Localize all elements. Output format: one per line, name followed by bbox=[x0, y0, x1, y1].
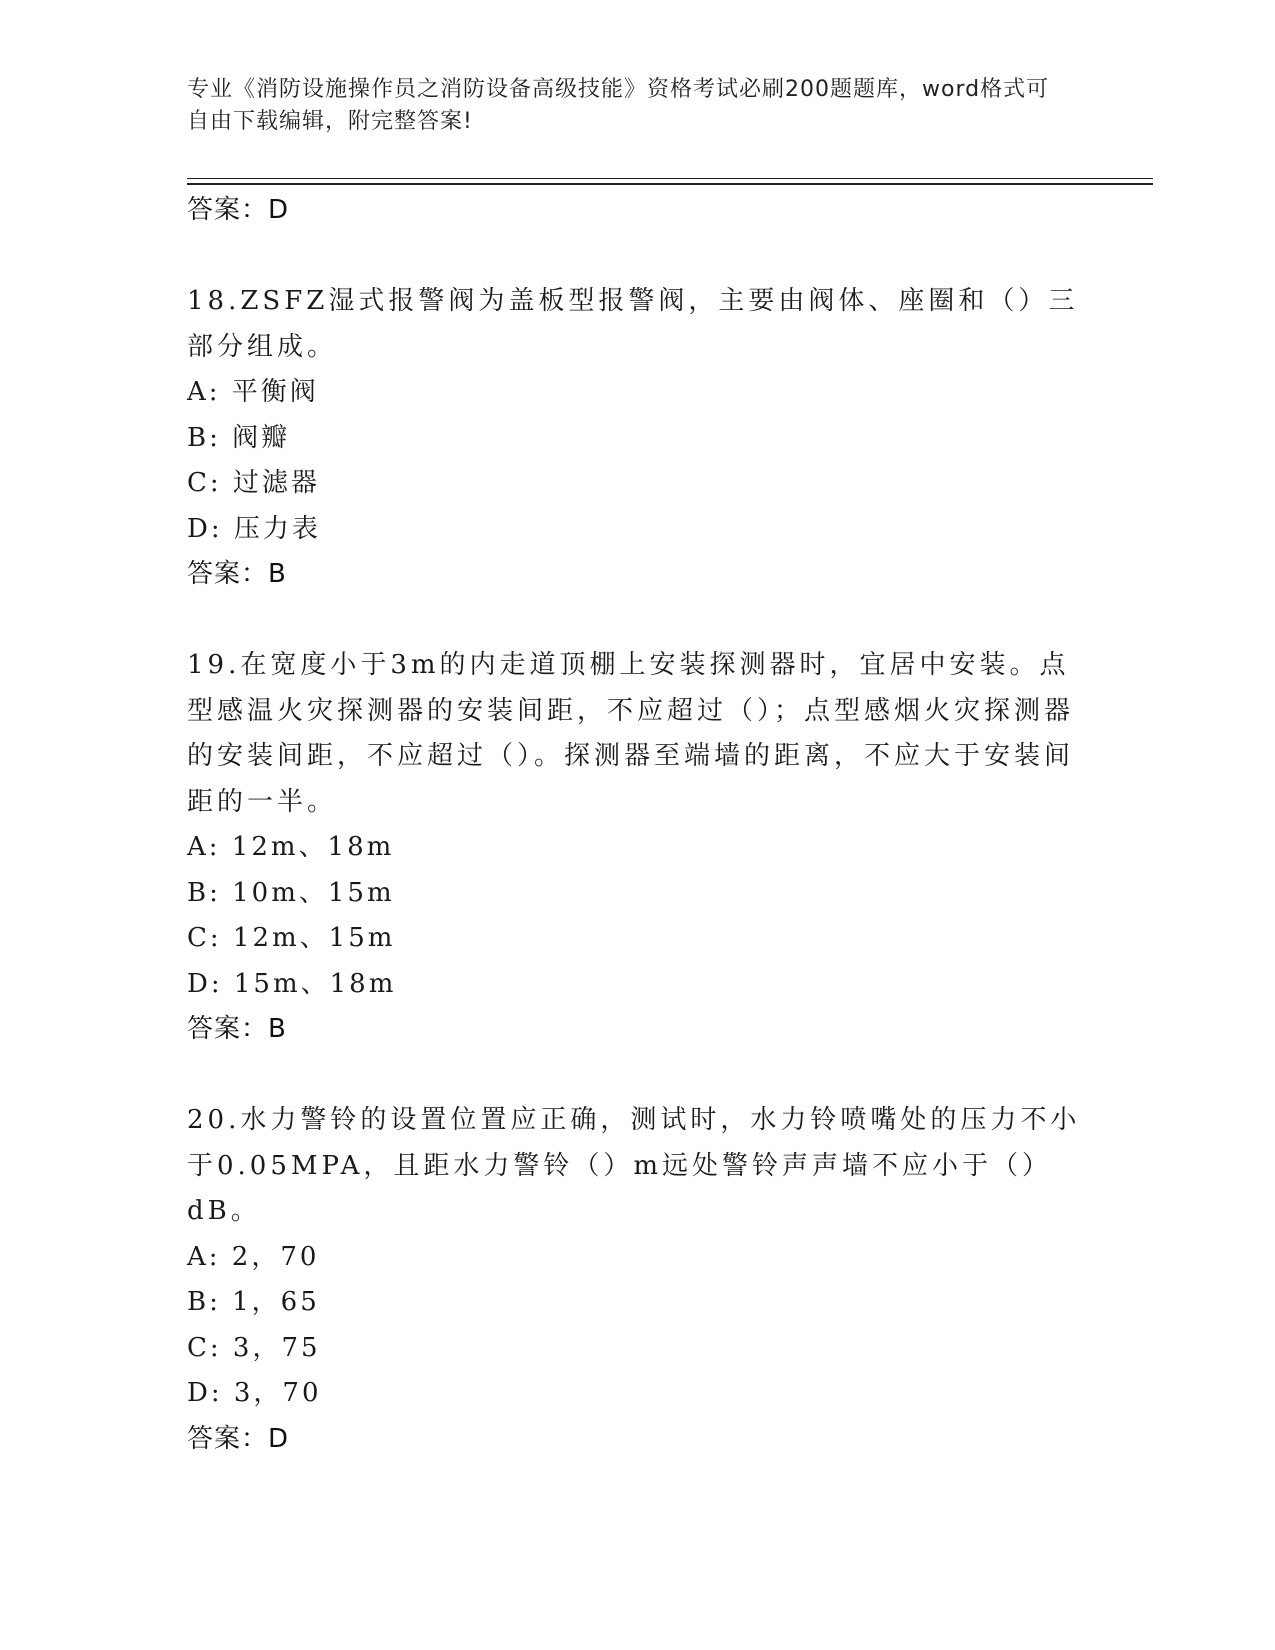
option-b: B: 1，65 bbox=[187, 1287, 320, 1317]
option-c: C: 12m、15m bbox=[187, 923, 396, 953]
question-list bbox=[187, 188, 1087, 1462]
question-block-19 bbox=[187, 643, 1087, 1052]
option-c: C: 过滤器 bbox=[187, 468, 320, 498]
option-a: A: 2，70 bbox=[187, 1241, 320, 1272]
option-d: D: 3，70 bbox=[187, 1378, 322, 1408]
answer-17: 答案：D bbox=[187, 195, 290, 225]
header-rule-thick bbox=[187, 183, 1153, 185]
answer-19: 答案：B bbox=[187, 1014, 287, 1044]
header-rule-thin bbox=[187, 178, 1153, 179]
question-stem-18: 18.ZSFZ湿式报警阀为盖板型报警阀，主要由阀体、座圈和（）三部分组成。 bbox=[187, 286, 1079, 362]
answer-20: 答案：D bbox=[187, 1423, 290, 1454]
option-a: A: 平衡阀 bbox=[187, 377, 319, 407]
document-header: 专业《消防设施操作员之消防设备高级技能》资格考试必刷200题题库，word格式可自由下载编辑，附完整答案! bbox=[187, 77, 1050, 134]
answer-18: 答案：B bbox=[187, 559, 287, 589]
option-a: A: 12m、18m bbox=[187, 832, 395, 862]
spacer bbox=[187, 233, 1087, 279]
option-b: B: 阀瓣 bbox=[187, 422, 291, 453]
question-stem-20: 20.水力警铃的设置位置应正确，测试时，水力铃喷嘴处的压力不小于0.05MPA，且距水力警铃（）m远处警铃声声墙不应小于（）dB。 bbox=[187, 1105, 1081, 1226]
option-c: C: 3，75 bbox=[187, 1332, 321, 1363]
question-block-18 bbox=[187, 279, 1087, 597]
option-b: B: 10m、15m bbox=[187, 877, 395, 908]
spacer bbox=[187, 597, 1087, 643]
option-d: D: 15m、18m bbox=[187, 968, 397, 999]
question-stem-19: 19.在宽度小于3m的内走道顶棚上安装探测器时，宜居中安装。点型感温火灾探测器的安装间距，不应超过（）；点型感烟火灾探测器的安装间距，不应超过（）。探测器至端墙的距离，不应大于安装间距的一半。 bbox=[187, 650, 1075, 817]
option-d: D: 压力表 bbox=[187, 513, 321, 544]
question-block-20 bbox=[187, 1098, 1087, 1462]
spacer bbox=[187, 1052, 1087, 1098]
